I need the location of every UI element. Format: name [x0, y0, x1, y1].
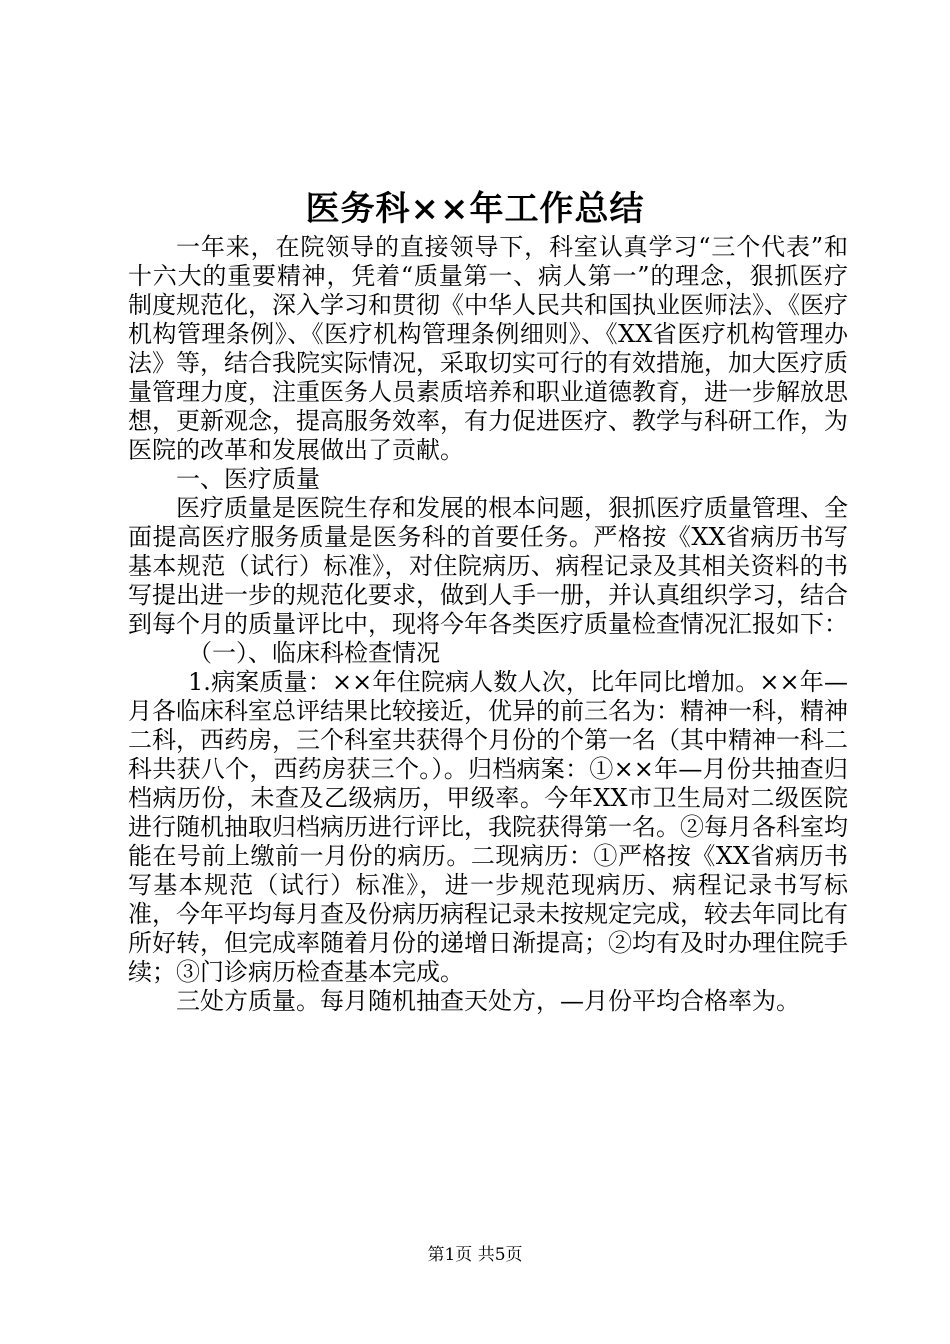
subsection-heading-clinical-inspection: （一）、临床科检查情况: [188, 639, 440, 667]
medical-record-quality-paragraph: 1.病案质量：××年住院病人数人次，比年同比增加。××年—月各临床科室总评结果比较接近，优异的前三名为：精神一科，精神二科，西药房，三个科室共获得个月份的个第一名（其中精神一科二科共获八个，西药房获三个。）。归档病案：①××年—月份共抽查归档病历份，未查及乙级病历，甲级率。今年XX市卫生局对二级医院进行随机抽取归档病历进行评比，我院获得第一名。②每月各科室均能在号前上缴前一月份的病历。二现病历：①严格按《XX省病历书写基本规范（试行）标准》，进一步规范现病历、病程记录书写标准，今年平均每月查及份病历病程记录未按规定完成，较去年同比有所好转，但完成率随着月份的递增日渐提高；②均有及时办理住院手续；③门诊病历检查基本完成。: [128, 668, 848, 986]
document-body: [128, 233, 848, 1016]
intro-paragraph: 一年来，在院领导的直接领导下，科室认真学习“三个代表”和十六大的重要精神，凭着“质量第一、病人第一”的理念，狠抓医疗制度规范化，深入学习和贯彻《中华人民共和国执业医师法》、《医疗机构管理条例》、《医疗机构管理条例细则》、《XX省医疗机构管理办法》等，结合我院实际情况，采取切实可行的有效措施，加大医疗质量管理力度，注重医务人员素质培养和职业道德教育，进一步解放思想，更新观念，提高服务效率，有力促进医疗、教学与科研工作，为医院的改革和发展做出了贡献。: [128, 233, 848, 464]
page-footer: 第1页 共5页: [427, 1245, 523, 1265]
prescription-quality-paragraph: 三处方质量。每月随机抽查天处方，—月份平均合格率为。: [176, 987, 800, 1015]
section-heading-medical-quality: 一、医疗质量: [176, 465, 320, 493]
document-title: 医务科××年工作总结: [305, 189, 645, 229]
medical-quality-paragraph: 医疗质量是医院生存和发展的根本问题，狠抓医疗质量管理、全面提高医疗服务质量是医务科的首要任务。严格按《XX省病历书写基本规范（试行）标准》，对住院病历、病程记录及其相关资料的书写提出进一步的规范化要求，做到人手一册，并认真组织学习，结合到每个月的质量评比中，现将今年各类医疗质量检查情况汇报如下：: [128, 494, 848, 638]
